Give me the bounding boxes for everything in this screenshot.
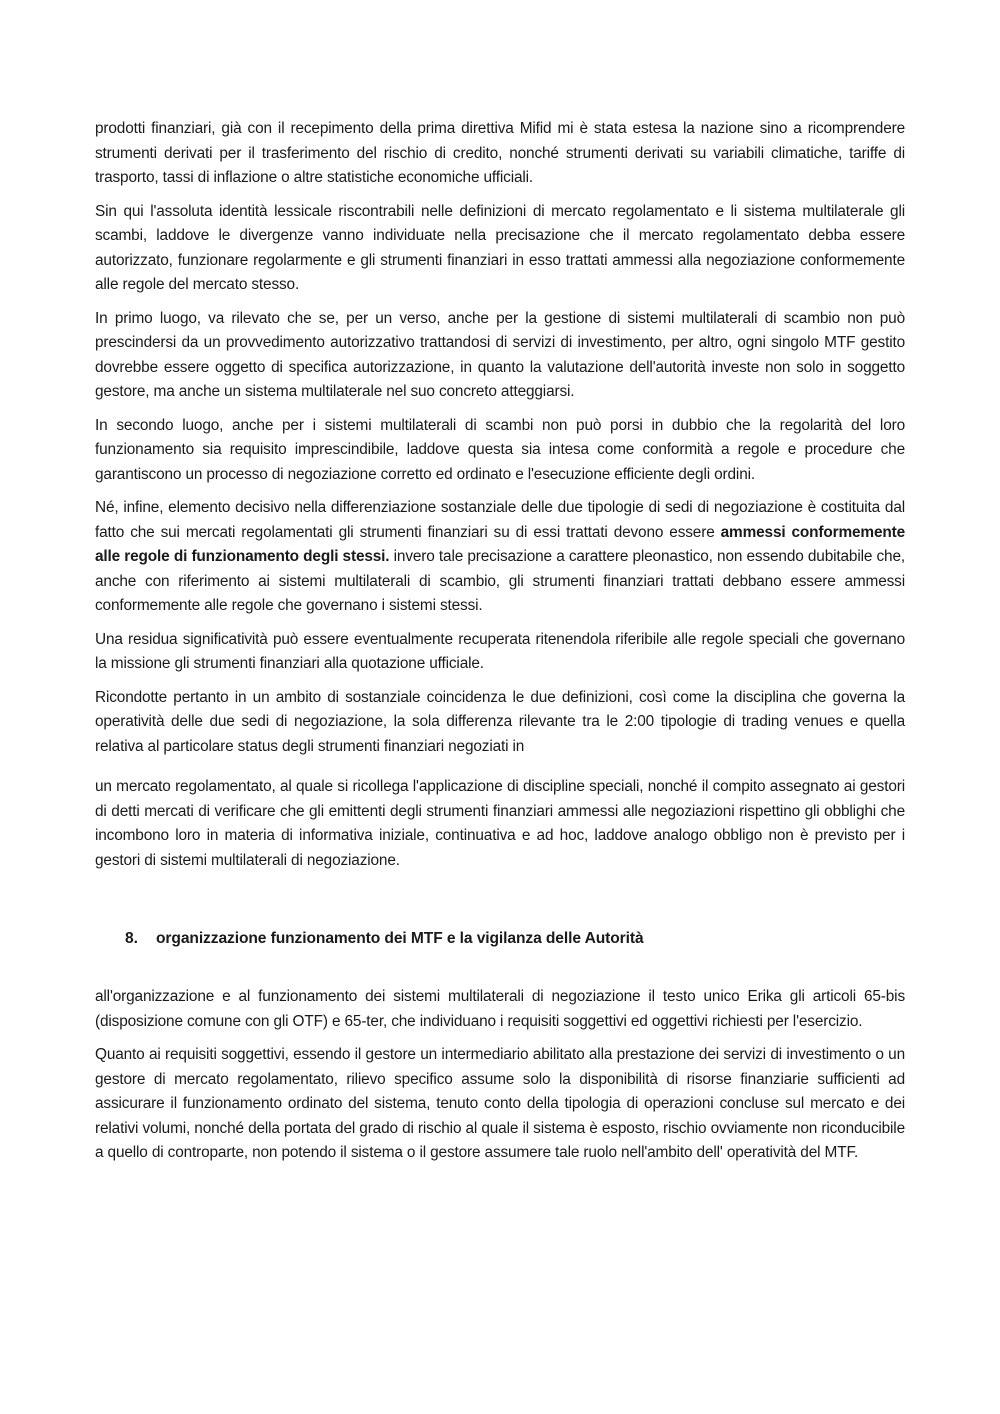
paragraph: all'organizzazione e al funzionamento dei sistemi multilaterali di negoziazione il testo unico Erika gli articoli 65-bis (disposizione comune con gli OTF) e 65-ter, che individuano i requisiti soggettivi ed oggettivi richiesti per l'esercizio. [95,988,905,1030]
paragraph-text: Né, infine, elemento decisivo nella differenziazione sostanziale delle due tipologie di sedi di negoziazione è costituita dal fatto che sui mercati regolamentati gli strumenti finanziari su di essi trattati devono essere [95,499,905,541]
section-number: 8. [125,930,138,947]
paragraph: In primo luogo, va rilevato che se, per un verso, anche per la gestione di sistemi multilaterali di scambio non può prescindersi da un provvedimento autorizzativo trattandosi di servizi di investimento, per altro, ogni singolo MTF gestito dovrebbe essere oggetto di specifica autorizzazione, in quanto la valutazione dell'autorità investe non solo in soggetto gestore, ma anche un sistema multilaterale nel suo concreto atteggiarsi. [95,309,905,400]
paragraph: un mercato regolamentato, al quale si ricollega l'applicazione di discipline speciali, nonché il compito assegnato ai gestori di detti mercati di verificare che gli emittenti degli strumenti finanziari ammessi alle negoziazioni rispettino gli obblighi che incombono loro in materia di informativa iniziale, continuativa e ad hoc, laddove analogo obbligo non è previsto per i gestori di sistemi multilaterali di negoziazione. [95,778,905,869]
paragraph: prodotti finanziari, già con il recepimento della prima direttiva Mifid mi è stata estesa la nazione sino a ricomprendere strumenti derivati per il trasferimento del rischio di credito, nonché strumenti derivati su variabili climatiche, tariffe di trasporto, tassi di inflazione o altre statistiche economiche ufficiali. [95,120,905,186]
bold-phrase: ammessi conformemente alle regole di funzionamento degli stessi. [95,523,905,565]
section-heading [125,927,905,951]
paragraph: Ricondotte pertanto in un ambito di sostanziale coincidenza le due definizioni, così come la disciplina che governa la operatività delle due sedi di negoziazione, la sola differenza rilevante tra le 2:00 tipologie di trading venues e quella relativa al particolare status degli strumenti finanziari negoziati in [95,688,905,755]
paragraph: Una residua significatività può essere eventualmente recuperata ritenendola riferibile alle regole speciali che governano la missione gli strumenti finanziari alla quotazione ufficiale. [95,630,905,672]
paragraph [95,496,905,619]
paragraph-text: invero tale precisazione a carattere pleonastico, non essendo dubitabile che, anche con riferimento ai sistemi multilaterali di scambio, gli strumenti finanziari trattati debbano essere ammessi conformemente alle regole che governano i sistemi stessi. [95,548,905,614]
paragraph: Quanto ai requisiti soggettivi, essendo il gestore un intermediario abilitato alla prestazione dei servizi di investimento o un gestore di mercato regolamentato, rilievo specifico assume solo la disponibilità di risorse finanziarie sufficienti ad assicurare il funzionamento ordinato del sistema, tenuto conto della tipologia di operazioni concluse sul mercato e dei relativi volumi, nonché della portata del grado di rischio al quale il sistema è esposto, rischio ovviamente non riconducibile a quello di controparte, non potendo il sistema o il gestore assumere tale ruolo nell'ambito dell' operatività del MTF. [95,1046,905,1161]
section-title: organizzazione funzionamento dei MTF e la vigilanza delle Autorità [156,930,644,947]
paragraph: Sin qui l'assoluta identità lessicale riscontrabili nelle definizioni di mercato regolamentato e li sistema multilaterale gli scambi, laddove le divergenze vanno individuate nella precisazione che il mercato regolamentato debba essere autorizzato, funzionare regolarmente e gli strumenti finanziari in esso trattati ammessi alla negoziazione conformemente alle regole del mercato stesso. [95,202,905,293]
document-page [95,117,905,1175]
paragraph: In secondo luogo, anche per i sistemi multilaterali di scambi non può porsi in dubbio che la regolarità del loro funzionamento sia requisito imprescindibile, laddove questa sia intesa come conformità a regole e procedure che garantiscono un processo di negoziazione corretto ed ordinato e l'esecuzione efficiente degli ordini. [95,416,905,483]
